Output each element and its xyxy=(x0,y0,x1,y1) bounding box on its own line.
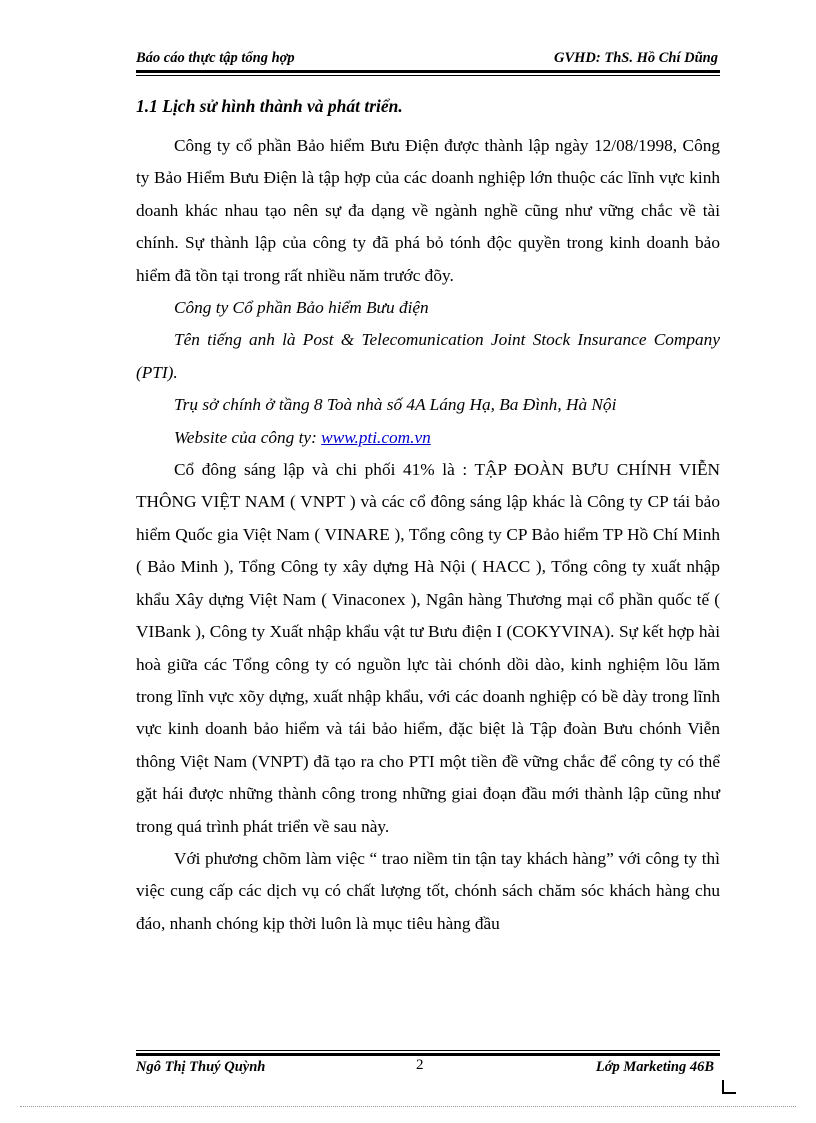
footer-author: Ngô Thị Thuý Quỳnh xyxy=(136,1059,266,1075)
website-link[interactable]: www.pti.com.vn xyxy=(321,427,431,447)
footer-class: Lớp Marketing 46B xyxy=(595,1059,714,1075)
paragraph-english-name: Tên tiếng anh là Post & Telecomunication Joint Stock Insurance Company (PTI). xyxy=(136,330,720,382)
page-footer xyxy=(136,1057,720,1079)
header-report-title: Báo cáo thực tập tổng hợp xyxy=(136,50,295,66)
footer-corner-mark-h xyxy=(722,1092,736,1094)
paragraph-company-name: Công ty Cổ phần Bảo hiểm Bưu điện xyxy=(174,298,429,318)
page-bottom-dotted-line xyxy=(20,1106,796,1107)
page-number: 2 xyxy=(416,1057,424,1073)
website-label: Website của công ty: xyxy=(174,427,322,447)
paragraph-headquarters: Trụ sở chính ở tầng 8 Toà nhà số 4A Láng Hạ, Ba Đình, Hà Nội xyxy=(174,395,617,415)
header-rule-thin xyxy=(136,75,720,76)
paragraph-intro: Công ty cổ phần Bảo hiểm Bưu Điện được thành lập ngày 12/08/1998, Công ty Bảo Hiểm Bưu Điện là tập hợp của các doanh nghiệp lớn thuộc các lĩnh vực kinh doanh khác nhau tạo nên sự đa dạng về ngành nghề cũng như vững chắc về tài chính. Sự thành lập của công ty đã phá bỏ tónh độc quyền trong kinh doanh bảo hiểm đã tồn tại trong rất nhiều năm trước đõy. xyxy=(136,136,720,285)
page-header xyxy=(136,48,720,70)
section-heading: 1.1 Lịch sử hình thành và phát triển. xyxy=(136,96,403,116)
main-content xyxy=(136,94,720,940)
header-rule-thick xyxy=(136,70,720,73)
paragraph-motto: Với phương chõm làm việc “ trao niềm tin tận tay khách hàng” với công ty thì việc cung cấp các dịch vụ có chất lượng tốt, chónh sách chăm sóc khách hàng chu đáo, nhanh chóng kịp thời luôn là mục tiêu hàng đầu xyxy=(136,848,720,933)
paragraph-website xyxy=(136,422,720,454)
footer-rule-thick xyxy=(136,1053,720,1056)
paragraph-shareholders: Cổ đông sáng lập và chi phối 41% là : TẬP ĐOÀN BƯU CHÍNH VIỄN THÔNG VIỆT NAM ( VNPT ) và các cổ đông sáng lập khác là Công ty CP tái bảo hiểm Quốc gia Việt Nam ( VINARE ), Tổng công ty CP Bảo hiểm TP Hồ Chí Minh ( Bảo Minh ), Tổng Công ty xây dựng Hà Nội ( HACC ), Tổng công ty xuất nhập khẩu Xây dựng Việt Nam ( Vinaconex ), Ngân hàng Thương mại cổ phần quốc tế ( VIBank ), Công ty Xuất nhập khẩu vật tư Bưu điện I (COKYVINA). Sự kết hợp hài hoà giữa các Tổng công ty có nguồn lực tài chónh dồi dào, kinh nghiệm lõu lăm trong lĩnh vực xõy dựng, xuất nhập khẩu, với các doanh nghiệp có bề dày trong lĩnh vực kinh doanh bảo hiểm và tái bảo hiểm, đặc biệt là Tập đoàn Bưu chónh Viễn thông Việt Nam (VNPT) đã tạo ra cho PTI một tiền đề vững chắc để công ty có thể gặt hái được những thành công trong những giai đoạn đầu mới thành lập cũng như trong quá trình phát triển về sau này. xyxy=(136,460,720,836)
header-advisor: GVHD: ThS. Hồ Chí Dũng xyxy=(554,50,718,66)
footer-rule-thin xyxy=(136,1050,720,1051)
